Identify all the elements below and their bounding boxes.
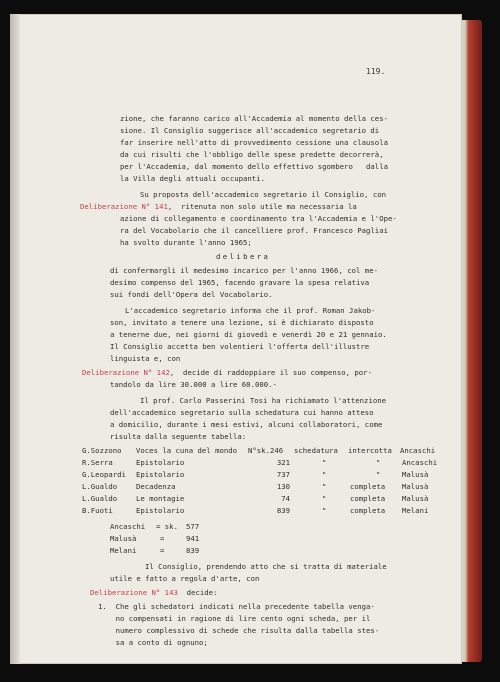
table-header-cell: G.Sozzono (82, 446, 122, 455)
table-cell: 737 (276, 470, 290, 479)
table-cell: Melani (402, 506, 429, 515)
deliberation-text: , decide di raddoppiare il suo compenso, por- (169, 368, 372, 377)
text-line: sui fondi dell'Opera del Vocabolario. (110, 290, 273, 299)
text-line: risulta dalla seguente tabella: (110, 432, 247, 441)
text-line: la Villa degli attuali occupanti. (120, 174, 265, 183)
total-eq: = sk. (156, 522, 178, 531)
text-line: Il prof. Carlo Passerini Tosi ha richiamato l'attenzione (140, 396, 387, 405)
text-line: di confermargli il medesimo incarico per l'anno 1966, col me- (110, 266, 378, 275)
list-item: no compensati in ragione di lire cento ogni scheda, per il (98, 614, 371, 623)
text-line: son, invitato a tenere una lezione, si è dichiarato disposto (110, 318, 374, 327)
list-item: 1. Che gli schedatori indicati nella precedente tabella venga- (98, 602, 375, 611)
total-value: 577 (186, 522, 200, 531)
table-cell: " (322, 506, 327, 515)
table-cell: " (322, 458, 327, 467)
total-name: Ancaschi (110, 522, 146, 531)
table-cell: " (322, 494, 327, 503)
text-line: azione di collegamento e coordinamento tra l'Accademia e l'Ope- (120, 214, 397, 223)
table-cell: " (376, 470, 381, 479)
table-cell: Epistolario (136, 470, 185, 479)
table-header-cell: schedatura (294, 446, 338, 455)
page-text (10, 14, 462, 664)
text-line: utile e fatto a regola d'arte, con (110, 574, 260, 583)
total-value: 839 (186, 546, 200, 555)
table-cell: " (322, 470, 327, 479)
delibera-heading: delibera (216, 252, 271, 261)
text-line: linguista e, con (110, 354, 181, 363)
deliberation-label: Deliberazione N° 141 (80, 202, 168, 211)
table-cell: B.Fuoti (82, 506, 113, 515)
text-line: a domicilio, durante i mesi estivi, alcuni collaboratori, come (110, 420, 383, 429)
text-line: L'accademico segretario informa che il prof. Roman Jakob- (125, 306, 376, 315)
text-line: a tenerne due, nei giorni di giovedì e venerdì 20 e 21 gennaio. (110, 330, 387, 339)
table-cell: Epistolario (136, 458, 185, 467)
text-line: da cui risulti che l'obbligo delle spese predette decorrerà, (120, 150, 384, 159)
table-cell: Le montagie (136, 494, 185, 503)
table-cell: 130 (276, 482, 290, 491)
table-cell: Malusà (402, 470, 429, 479)
total-name: Malusà (110, 534, 137, 543)
table-cell: Ancaschi (402, 458, 438, 467)
table-cell: " (376, 458, 381, 467)
table-cell: " (322, 482, 327, 491)
list-item: sa a conto di ognuno; (98, 638, 208, 647)
table-cell: 74 (281, 494, 290, 503)
table-cell: Malusà (402, 494, 429, 503)
page-sheet (10, 14, 462, 664)
total-eq: = (160, 534, 165, 543)
text-line: Il Consiglio, prendendo atto che si tratta di materiale (145, 562, 387, 571)
list-item: numero complessivo di schede che risulta dalla tabella stes- (98, 626, 380, 635)
deliberation-text: decide: (177, 588, 218, 597)
table-header-cell: N°sk.246 (248, 446, 284, 455)
table-cell: completa (350, 482, 386, 491)
table-cell: 839 (276, 506, 290, 515)
deliberation-line (82, 369, 372, 376)
text-line: dell'accademico segretario sulla schedatura cui hanno atteso (110, 408, 374, 417)
deliberation-line (90, 589, 217, 596)
table-cell: Epistolario (136, 506, 185, 515)
deliberation-label: Deliberazione N° 142 (82, 368, 170, 377)
deliberation-text: , ritenuta non solo utile ma necessaria la (167, 202, 357, 211)
text-line: tandolo da lire 30.000 a lire 60.000.- (110, 380, 277, 389)
table-cell: completa (350, 494, 386, 503)
table-cell: R.Serra (82, 458, 113, 467)
table-cell: L.Gualdo (82, 482, 118, 491)
total-name: Melani (110, 546, 137, 555)
table-header-cell: Voces la cuna del mondo (136, 446, 238, 455)
text-line: zione, che faranno carico all'Accademia al momento della ces- (120, 114, 388, 123)
total-value: 941 (186, 534, 200, 543)
table-header-cell: intercotta (348, 446, 392, 455)
text-line: Il Consiglio accetta ben volentieri l'offerta dell'illustre (110, 342, 370, 351)
text-line: Su proposta dell'accademico segretario il Consiglio, con (140, 190, 387, 199)
text-line: ha svolto durante l'anno 1965; (120, 238, 252, 247)
text-line: per l'Accademia, dal momento dello effettivo sgombero dalla (120, 162, 388, 171)
deliberation-line (80, 203, 357, 210)
text-line: far inserire nell'atto di provvedimento cessione una clausola (120, 138, 388, 147)
table-header-cell: Ancaschi (400, 446, 436, 455)
text-line: ra del Vocabolario che il cancelliere prof. Francesco Pagliai (120, 226, 388, 235)
text-line: sione. Il Consiglio suggerisce all'accademico segretario di (120, 126, 380, 135)
deliberation-label: Deliberazione N° 143 (90, 588, 178, 597)
page-gutter-shadow (10, 14, 20, 664)
text-line: desimo compenso del 1965, facendo gravare la spesa relativa (110, 278, 370, 287)
table-cell: completa (350, 506, 386, 515)
table-cell: G.Leopardi (82, 470, 126, 479)
table-cell: Decadenza (136, 482, 176, 491)
page-number: 119. (366, 67, 386, 76)
table-cell: 321 (276, 458, 290, 467)
table-cell: Malusà (402, 482, 429, 491)
total-eq: = (160, 546, 165, 555)
table-cell: L.Gualdo (82, 494, 118, 503)
